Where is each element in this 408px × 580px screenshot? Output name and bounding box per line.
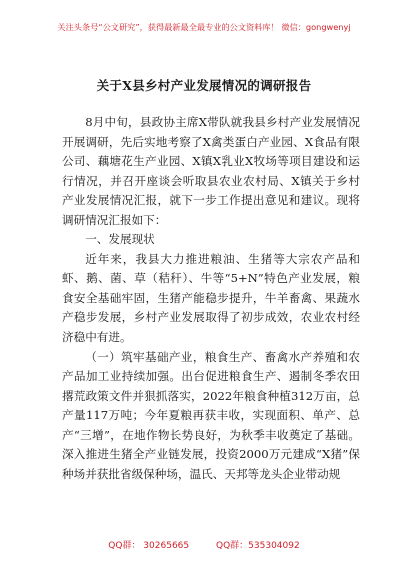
footer: [0, 538, 408, 551]
header-banner: 关注头条号“公文研究”，获得最新最全最专业的公文资料库！ 微信：gongwenyj: [57, 22, 351, 32]
footer-qq-group-2: QQ群：535304092: [216, 541, 300, 551]
document-body: [62, 113, 360, 484]
paragraph-basic-industry: （一）筑牢基础产业，粮食生产、畜禽水产养殖和农产品加工业持续加强。出台促进粮食生产、遏制冬季农田撂荒政策文件并狠抓落实，2022年粮食种植312万亩，总产量117万吨；今年夏粮再获丰收，实现面积、单产、总产“三增”，在地作物长势良好，为秋季丰收奠定了基础。深入推进生猪全产业链发展，投资2000万元建成“X猪”保种场并获批省级保种场，温氏、天邦等龙头企业带动规: [62, 349, 360, 481]
paragraph-overview: 近年来，我县大力推进粮油、生猪等大宗农产品和虾、鹅、菌、草（秸秆）、牛等“5+N”特色产业发展，粮食安全基础牢固，生猪产能稳步提升，牛羊畜禽、果蔬水产稳步发展，乡村产业发展取得了初步成效，农业农村经济稳中有进。: [62, 251, 360, 345]
section-heading: 一、发展现状: [85, 232, 155, 247]
paragraph-intro: 8月中旬，县政协主席X带队就我县乡村产业发展情况开展调研，先后实地考察了X禽类蛋白产业园、X食品有限公司、藕塘花生产业园、X镇X乳业X牧场等项目建设和运行情况，并召开座谈会听取县农业农村局、X镇关于乡村产业发展情况汇报，就下一步工作提出意见和建议。现将调研情况汇报如下：: [62, 115, 360, 227]
document-title: 关于X县乡村产业发展情况的调研报告: [96, 78, 312, 93]
footer-qq-group-1: QQ群： 30265665: [108, 541, 190, 551]
